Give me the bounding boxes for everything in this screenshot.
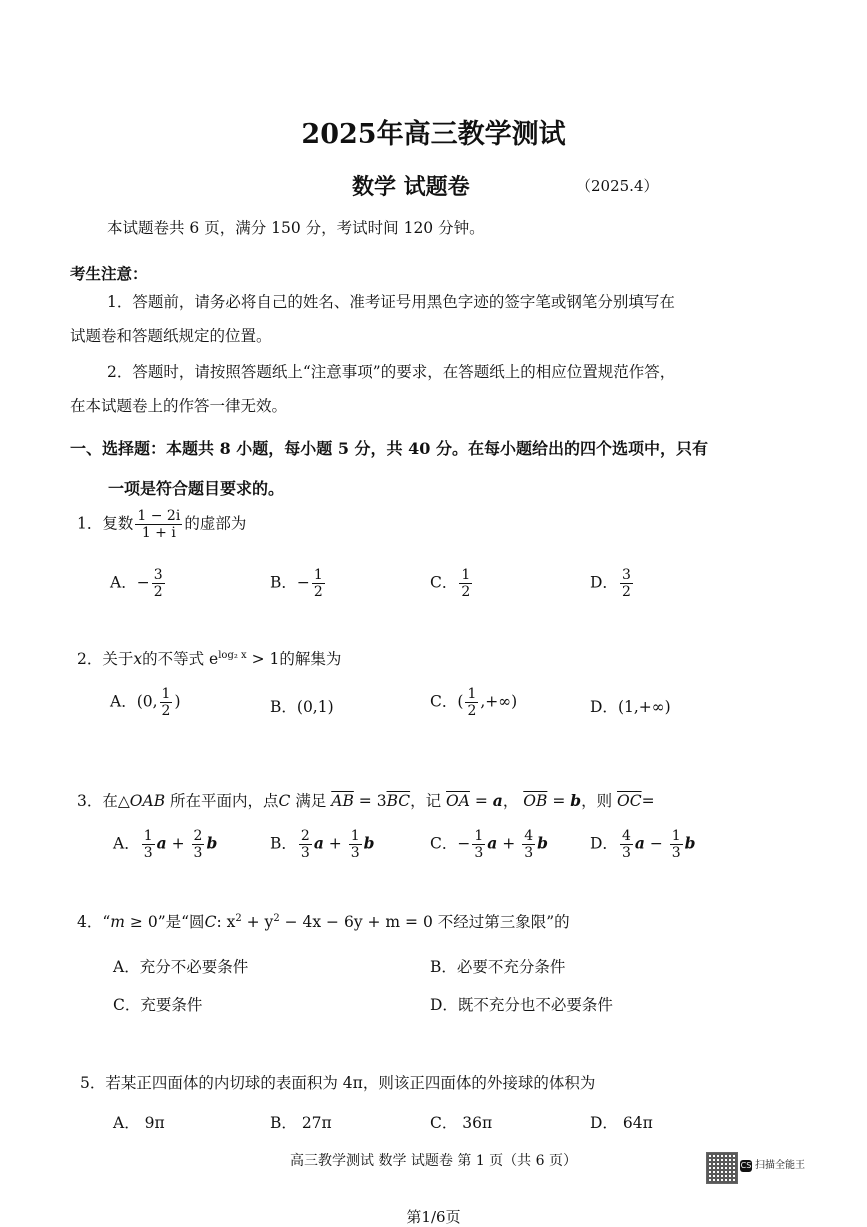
stem-text: = [641,792,655,810]
question-1-stem [77,508,246,541]
question-5-option-d[interactable]: D． 64π [590,1114,653,1132]
page-indicator: 第1/6页 [406,1208,461,1226]
option-label: C． [430,573,458,592]
fraction-denominator: 3 [300,845,310,862]
question-2-option-b[interactable] [270,695,334,717]
notice-heading: 考生注意： [70,264,148,283]
operator: + [323,834,347,853]
fraction-numerator: 1 [161,686,171,702]
option-fraction [142,828,155,861]
question-2-mid: 的不等式 e [142,650,219,668]
fraction-numerator: 1 [313,567,323,583]
vector-symbol: b [206,833,218,853]
stem-text: : x [216,913,236,931]
fraction-denominator: 2 [467,703,477,720]
question-1-prefix: 1．复数 [77,514,134,533]
fraction-numerator: 1 [461,567,471,583]
option-label: D． [590,573,618,592]
fraction-numerator: 1 [467,686,477,702]
question-1-fraction [135,508,182,541]
stem-text: = [547,792,571,810]
option-sign: − [296,573,310,592]
question-2-option-d[interactable] [590,695,671,717]
notice-item-1-line-2: 试题卷和答题纸规定的位置。 [70,327,272,345]
vector-symbol: a [156,833,167,853]
vector-symbol: a [487,833,498,853]
paper-subtitle: 数学 试题卷 [352,174,470,200]
scanner-watermark [740,1156,805,1172]
option-fraction [312,567,325,600]
option-label: A． [113,834,140,853]
triangle-name: OAB [129,792,166,810]
option-fraction [349,828,362,861]
question-3-stem [77,789,655,811]
question-1-option-c[interactable] [430,567,474,600]
scanner-brand: 扫描全能王 [755,1160,805,1171]
vector-symbol: a [313,833,324,853]
fraction-numerator: 2 [193,828,203,844]
fraction-denominator: 3 [621,845,631,862]
fraction-denominator: 2 [621,584,631,601]
fraction-denominator: 3 [193,845,203,862]
question-4-stem [77,910,570,932]
option-label: A． [110,692,137,711]
vector-symbol: a [634,833,645,853]
question-2-suffix: 的解集为 [279,650,342,668]
operator: − [644,834,668,853]
question-1-option-b[interactable] [270,567,327,600]
vector-ob: $\overline{OB}$ [523,792,548,810]
option-fraction [192,828,205,861]
vector-b: b [570,791,582,810]
option-fraction [160,686,173,719]
vector-ab: $\overline{AB}$ [331,792,354,810]
option-label: A． [110,573,137,592]
vector-bc: $\overline{BC}$ [386,792,411,810]
option-text: (0,1) [296,698,334,716]
notice-item-2-line-1: 2．答题时，请按照答题纸上“注意事项”的要求，在答题纸上的相应位置规范作答， [107,363,676,381]
fraction-numerator: 1 [143,828,153,844]
exam-title: 2025年高三教学测试 [301,119,566,150]
notice-item-1-line-1: 1．答题前，请务必将自己的姓名、准考证号用黑色字迹的签字笔或钢笔分别填写在 [107,293,675,311]
fraction-denominator: 3 [671,845,681,862]
option-fraction [152,567,165,600]
question-2-option-c[interactable] [430,686,517,719]
exponent: log₂ x [218,649,247,661]
fraction-numerator: 1 − 2i [137,508,181,524]
vector-oc: $\overline{OC}$ [617,792,642,810]
operator: + [497,834,521,853]
fraction-denominator: 2 [313,584,323,601]
option-label: C． [430,692,458,711]
option-label: B． [270,834,297,853]
operator: + [166,834,190,853]
option-label: B． [270,698,297,716]
circle-name: C [204,913,217,931]
fraction-numerator: 1 [474,828,484,844]
exponent: 2 [273,912,280,924]
question-3-option-a[interactable] [113,828,217,861]
question-1-option-a[interactable] [110,567,167,600]
question-4-option-d[interactable]: D．既不充分也不必要条件 [430,996,613,1014]
fraction-numerator: 1 [350,828,360,844]
question-3-option-d[interactable] [590,828,696,861]
option-sign: − [457,834,471,853]
question-5-option-b[interactable]: B． 27π [270,1114,332,1132]
option-fraction [620,567,633,600]
stem-text: 4．“ [77,913,111,931]
question-2-stem [77,647,341,669]
vector-oa: $\overline{OA}$ [446,792,470,810]
question-3-option-b[interactable] [270,828,374,861]
option-fraction [670,828,683,861]
question-4-option-a[interactable]: A．充分不必要条件 [113,958,249,976]
question-2-prefix: 2．关于 [77,650,134,668]
notice-item-2-line-2: 在本试题卷上的作答一律无效。 [70,397,288,415]
fraction-denominator: 3 [524,845,534,862]
fraction-numerator: 2 [300,828,310,844]
stem-text: ，则 [581,792,618,810]
exponent: 2 [235,912,242,924]
option-fraction [620,828,633,861]
option-text: ) [174,692,181,711]
vector-symbol: b [684,833,696,853]
option-label: D． [590,698,618,716]
stem-text: = [469,792,493,810]
fraction-numerator: 1 [671,828,681,844]
stem-text: 3．在△ [77,792,130,810]
option-fraction [465,686,478,719]
variable-m: m [110,913,125,931]
qr-code-icon [706,1152,738,1184]
fraction-denominator: 1 + i [141,525,176,542]
relation: > 1 [246,650,280,668]
fraction-numerator: 4 [621,828,631,844]
fraction-numerator: 3 [153,567,163,583]
option-fraction [459,567,472,600]
option-sign: − [136,573,150,592]
option-label: C． [430,834,458,853]
question-4-option-c[interactable]: C．充要条件 [113,996,203,1014]
option-label: D． [590,834,618,853]
question-1-suffix: 的虚部为 [184,514,247,533]
option-fraction [472,828,485,861]
fraction-denominator: 3 [474,845,484,862]
question-2-option-a[interactable] [110,686,181,719]
question-1-option-d[interactable] [590,567,635,600]
fraction-numerator: 4 [524,828,534,844]
option-text: ,+∞) [480,692,518,711]
scanner-logo-icon: CS [740,1161,752,1170]
stem-text: 所在平面内，点 [165,792,279,810]
question-5-stem: 5．若某正四面体的内切球的表面积为 4π，则该正四面体的外接球的体积为 [80,1074,596,1092]
fraction-denominator: 3 [143,845,153,862]
option-label: B． [270,573,297,592]
stem-text: ≥ 0”是“圆 [125,913,205,931]
stem-text: = 3 [353,792,387,810]
stem-text: + y [241,913,274,931]
section-1-heading-line-1: 一、选择题：本题共 8 小题，每小题 5 分，共 40 分。在每小题给出的四个选项中，只有 [70,439,708,458]
option-text: (1,+∞) [617,698,671,716]
section-1-heading-line-2: 一项是符合题目要求的。 [108,479,285,498]
point-c: C [278,792,291,810]
stem-text: ，记 [410,792,447,810]
option-text: (0, [136,692,158,711]
option-fraction [299,828,312,861]
vector-a: a [492,791,503,810]
fraction-denominator: 2 [461,584,471,601]
option-fraction [522,828,535,861]
vector-symbol: b [363,833,375,853]
question-3-option-c[interactable] [430,828,548,861]
variable-x: x [133,650,143,668]
stem-text: − 4x − 6y + m = 0 不经过第三象限”的 [279,913,570,931]
fraction-denominator: 2 [153,584,163,601]
option-text: ( [457,692,464,711]
stem-text: 满足 [290,792,332,810]
question-5-option-c[interactable]: C． 36π [430,1114,493,1132]
exam-date: （2025.4） [576,177,659,195]
page-footer: 高三教学测试 数学 试题卷 第 1 页（共 6 页） [290,1153,577,1169]
intro-text: 本试题卷共 6 页，满分 150 分，考试时间 120 分钟。 [107,219,485,237]
vector-symbol: b [537,833,548,853]
stem-text: ， [502,792,524,810]
question-4-option-b[interactable]: B．必要不充分条件 [430,958,566,976]
fraction-numerator: 3 [621,567,631,583]
fraction-denominator: 3 [350,845,360,862]
fraction-denominator: 2 [161,703,171,720]
question-5-option-a[interactable]: A． 9π [113,1114,165,1132]
